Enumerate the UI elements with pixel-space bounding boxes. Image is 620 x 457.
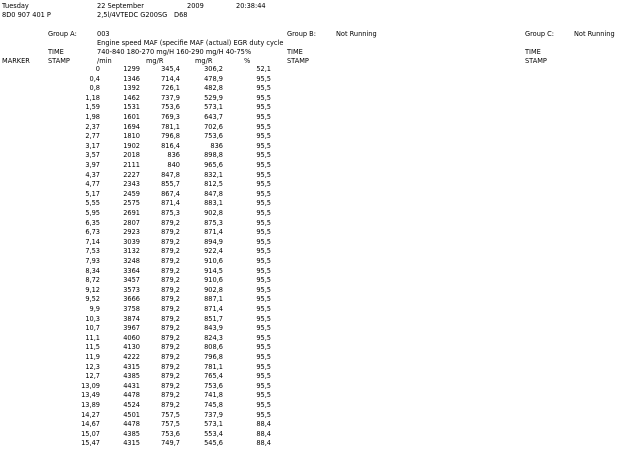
engine-speed-cell: 2923 bbox=[123, 228, 140, 237]
date-label: 22 September bbox=[97, 2, 144, 10]
maf-specified-cell: 753,6 bbox=[161, 103, 180, 112]
maf-specified-cell: 855,7 bbox=[161, 180, 180, 189]
egr-duty-cell: 88,4 bbox=[256, 420, 271, 429]
engine-speed-cell: 3248 bbox=[123, 257, 140, 265]
maf-specified-cell: 879,2 bbox=[161, 266, 180, 275]
egr-duty-cell: 95,5 bbox=[256, 228, 271, 237]
engine-speed-cell: 1810 bbox=[123, 132, 140, 141]
maf-specified-cell: 757,5 bbox=[161, 410, 180, 419]
table-row bbox=[0, 334, 620, 342]
egr-duty-cell: 95,5 bbox=[256, 295, 271, 304]
table-row bbox=[0, 372, 620, 380]
time-stamp-cell: 10,3 bbox=[85, 314, 100, 323]
group-b-value: Not Running bbox=[336, 30, 377, 38]
maf-specified-cell: 879,2 bbox=[161, 343, 180, 352]
table-row bbox=[0, 199, 620, 207]
egr-duty-cell: 95,5 bbox=[256, 314, 271, 323]
engine-speed-cell: 4222 bbox=[123, 353, 140, 361]
time-stamp-cell: 6,73 bbox=[85, 228, 100, 237]
egr-duty-cell: 95,5 bbox=[256, 170, 271, 179]
maf-specified-cell: 879,2 bbox=[161, 276, 180, 285]
maf-specified-cell: 879,2 bbox=[161, 391, 180, 400]
maf-actual-cell: 847,8 bbox=[204, 189, 223, 198]
engine-speed-cell: 4385 bbox=[123, 429, 140, 438]
engine-speed-cell: 1531 bbox=[123, 103, 140, 112]
maf-actual-cell: 796,8 bbox=[204, 353, 223, 361]
group-b-stamp-header: STAMP bbox=[287, 57, 309, 65]
table-row bbox=[0, 228, 620, 236]
engine-code: 2,5l/4VTEDC G200SG bbox=[97, 11, 168, 19]
time-stamp-cell: 3,57 bbox=[85, 151, 100, 160]
maf-specified-cell: 871,4 bbox=[161, 199, 180, 208]
egr-duty-cell: 95,5 bbox=[256, 74, 271, 83]
maf-specified-cell: 879,2 bbox=[161, 353, 180, 361]
maf-actual-cell: 910,6 bbox=[204, 257, 223, 265]
table-row bbox=[0, 180, 620, 188]
time-stamp-cell: 1,98 bbox=[85, 113, 100, 121]
table-row bbox=[0, 324, 620, 332]
egr-duty-cell: 95,5 bbox=[256, 84, 271, 93]
maf-actual-cell: 910,6 bbox=[204, 276, 223, 285]
egr-duty-cell: 95,5 bbox=[256, 343, 271, 352]
egr-duty-cell: 95,5 bbox=[256, 237, 271, 246]
maf-actual-cell: 573,1 bbox=[204, 420, 223, 429]
maf-actual-cell: 781,1 bbox=[204, 362, 223, 371]
engine-speed-cell: 4315 bbox=[123, 439, 140, 448]
engine-speed-cell: 4385 bbox=[123, 372, 140, 381]
maf-specified-cell: 867,4 bbox=[161, 189, 180, 198]
maf-actual-cell: 553,4 bbox=[204, 429, 223, 438]
table-row bbox=[0, 295, 620, 303]
engine-speed-cell: 1694 bbox=[123, 122, 140, 131]
egr-duty-cell: 95,5 bbox=[256, 410, 271, 419]
engine-speed-cell: 3039 bbox=[123, 237, 140, 246]
engine-speed-cell: 4524 bbox=[123, 401, 140, 409]
maf-specified-cell: 847,8 bbox=[161, 170, 180, 179]
maf-actual-cell: 745,8 bbox=[204, 401, 223, 409]
time-label: 20:38:44 bbox=[236, 2, 266, 10]
time-stamp-cell: 12,3 bbox=[85, 362, 100, 371]
engine-speed-cell: 4501 bbox=[123, 410, 140, 419]
engine-speed-cell: 4130 bbox=[123, 343, 140, 352]
maf-actual-cell: 478,9 bbox=[204, 74, 223, 83]
egr-duty-cell: 95,5 bbox=[256, 401, 271, 409]
maf-actual-cell: 836 bbox=[210, 141, 223, 150]
table-row bbox=[0, 209, 620, 217]
group-c-label: Group C: bbox=[525, 30, 554, 38]
table-row bbox=[0, 161, 620, 169]
egr-duty-cell: 95,5 bbox=[256, 209, 271, 217]
table-row bbox=[0, 439, 620, 447]
group-c-time-header: TIME bbox=[525, 48, 541, 56]
table-row bbox=[0, 94, 620, 102]
maf-actual-cell: 871,4 bbox=[204, 228, 223, 237]
maf-specified-cell: 737,9 bbox=[161, 93, 180, 102]
table-row bbox=[0, 65, 620, 73]
time-stamp-cell: 9,9 bbox=[89, 305, 100, 313]
table-row bbox=[0, 305, 620, 313]
group-b-label: Group B: bbox=[287, 30, 316, 38]
maf-actual-cell: 902,8 bbox=[204, 209, 223, 217]
time-stamp-cell: 1,59 bbox=[85, 103, 100, 112]
time-stamp-cell: 5,55 bbox=[85, 199, 100, 208]
maf-actual-cell: 894,9 bbox=[204, 237, 223, 246]
time-stamp-cell: 10,7 bbox=[85, 324, 100, 333]
table-row bbox=[0, 123, 620, 131]
engine-speed-cell: 1299 bbox=[123, 65, 140, 73]
maf-specified-cell: 879,2 bbox=[161, 314, 180, 323]
maf-specified-cell: 879,2 bbox=[161, 257, 180, 265]
egr-duty-cell: 95,5 bbox=[256, 122, 271, 131]
maf-actual-cell: 808,6 bbox=[204, 343, 223, 352]
maf-actual-cell: 843,9 bbox=[204, 324, 223, 333]
time-stamp-cell: 4,37 bbox=[85, 170, 100, 179]
coding-label: D68 bbox=[174, 11, 188, 19]
maf-actual-cell: 737,9 bbox=[204, 410, 223, 419]
engine-speed-cell: 4478 bbox=[123, 391, 140, 400]
maf-actual-unit: mg/R bbox=[195, 57, 213, 65]
maf-actual-cell: 898,8 bbox=[204, 151, 223, 160]
day-label: Tuesday bbox=[2, 2, 29, 10]
group-a-value: 003 bbox=[97, 30, 110, 38]
maf-specified-cell: 840 bbox=[167, 161, 180, 169]
maf-specified-cell: 875,3 bbox=[161, 209, 180, 217]
table-row bbox=[0, 315, 620, 323]
maf-actual-cell: 871,4 bbox=[204, 305, 223, 313]
time-stamp-cell: 14,67 bbox=[81, 420, 100, 429]
engine-speed-cell: 4060 bbox=[123, 333, 140, 342]
maf-actual-cell: 482,8 bbox=[204, 84, 223, 93]
maf-actual-cell: 812,5 bbox=[204, 180, 223, 189]
maf-specified-cell: 879,2 bbox=[161, 295, 180, 304]
engine-speed-cell: 3457 bbox=[123, 276, 140, 285]
table-row bbox=[0, 84, 620, 92]
table-row bbox=[0, 420, 620, 428]
table-row bbox=[0, 238, 620, 246]
maf-actual-cell: 753,6 bbox=[204, 132, 223, 141]
time-stamp-cell: 9,12 bbox=[85, 285, 100, 294]
table-row bbox=[0, 382, 620, 390]
maf-specified-cell: 879,2 bbox=[161, 237, 180, 246]
egr-duty-cell: 95,5 bbox=[256, 93, 271, 102]
time-stamp-cell: 5,17 bbox=[85, 189, 100, 198]
time-stamp-cell: 2,37 bbox=[85, 122, 100, 131]
table-row bbox=[0, 401, 620, 409]
maf-specified-cell: 879,2 bbox=[161, 324, 180, 333]
egr-duty-cell: 95,5 bbox=[256, 103, 271, 112]
engine-speed-cell: 4431 bbox=[123, 381, 140, 390]
table-row bbox=[0, 267, 620, 275]
engine-speed-cell: 2343 bbox=[123, 180, 140, 189]
time-stamp-cell: 12,7 bbox=[85, 372, 100, 381]
maf-actual-cell: 765,4 bbox=[204, 372, 223, 381]
maf-actual-cell: 883,1 bbox=[204, 199, 223, 208]
egr-duty-cell: 95,5 bbox=[256, 276, 271, 285]
egr-duty-cell: 95,5 bbox=[256, 151, 271, 160]
maf-specified-cell: 879,2 bbox=[161, 247, 180, 256]
egr-duty-cell: 95,5 bbox=[256, 285, 271, 294]
table-row bbox=[0, 353, 620, 361]
table-row bbox=[0, 113, 620, 121]
egr-duty-cell: 95,5 bbox=[256, 141, 271, 150]
time-stamp-cell: 7,14 bbox=[85, 237, 100, 246]
time-stamp-cell: 11,1 bbox=[85, 333, 100, 342]
table-row bbox=[0, 171, 620, 179]
maf-actual-cell: 824,3 bbox=[204, 333, 223, 342]
table-row bbox=[0, 190, 620, 198]
time-stamp-cell: 15,07 bbox=[81, 429, 100, 438]
engine-speed-unit: /min bbox=[97, 57, 112, 65]
time-stamp-cell: 13,09 bbox=[81, 381, 100, 390]
maf-specified-cell: 879,2 bbox=[161, 228, 180, 237]
maf-specified-unit: mg/R bbox=[146, 57, 164, 65]
egr-duty-cell: 95,5 bbox=[256, 353, 271, 361]
maf-specified-cell: 879,2 bbox=[161, 305, 180, 313]
engine-speed-cell: 2111 bbox=[123, 161, 140, 169]
time-stamp-cell: 3,17 bbox=[85, 141, 100, 150]
stamp-column-header: STAMP bbox=[48, 57, 70, 65]
egr-duty-cell: 95,5 bbox=[256, 161, 271, 169]
maf-specified-cell: 757,5 bbox=[161, 420, 180, 429]
maf-actual-cell: 875,3 bbox=[204, 218, 223, 227]
egr-duty-cell: 95,5 bbox=[256, 199, 271, 208]
table-row bbox=[0, 430, 620, 438]
egr-duty-cell: 95,5 bbox=[256, 333, 271, 342]
egr-duty-cell: 95,5 bbox=[256, 189, 271, 198]
egr-duty-cell: 95,5 bbox=[256, 305, 271, 313]
maf-actual-cell: 306,2 bbox=[204, 65, 223, 73]
maf-actual-cell: 753,6 bbox=[204, 381, 223, 390]
maf-actual-cell: 545,6 bbox=[204, 439, 223, 448]
table-row bbox=[0, 411, 620, 419]
maf-specified-cell: 726,1 bbox=[161, 84, 180, 93]
engine-speed-cell: 1601 bbox=[123, 113, 140, 121]
maf-specified-cell: 749,7 bbox=[161, 439, 180, 448]
table-row bbox=[0, 132, 620, 140]
egr-duty-cell: 95,5 bbox=[256, 247, 271, 256]
time-stamp-cell: 11,9 bbox=[85, 353, 100, 361]
group-a-label: Group A: bbox=[48, 30, 77, 38]
maf-actual-cell: 529,9 bbox=[204, 93, 223, 102]
maf-actual-cell: 573,1 bbox=[204, 103, 223, 112]
time-stamp-cell: 8,34 bbox=[85, 266, 100, 275]
time-stamp-cell: 0,8 bbox=[89, 84, 100, 93]
maf-actual-cell: 851,7 bbox=[204, 314, 223, 323]
maf-specified-cell: 769,3 bbox=[161, 113, 180, 121]
engine-speed-cell: 2459 bbox=[123, 189, 140, 198]
engine-speed-cell: 4478 bbox=[123, 420, 140, 429]
maf-actual-cell: 914,5 bbox=[204, 266, 223, 275]
egr-duty-cell: 95,5 bbox=[256, 132, 271, 141]
maf-specified-cell: 879,2 bbox=[161, 401, 180, 409]
group-c-value: Not Running bbox=[574, 30, 615, 38]
time-stamp-cell: 8,72 bbox=[85, 276, 100, 285]
group-a-spec-line: 740-840 180-270 mg/H 160-290 mg/H 40-75% bbox=[97, 48, 252, 56]
table-row bbox=[0, 363, 620, 371]
engine-speed-cell: 3573 bbox=[123, 285, 140, 294]
table-row bbox=[0, 276, 620, 284]
maf-actual-cell: 832,1 bbox=[204, 170, 223, 179]
maf-specified-cell: 714,4 bbox=[161, 74, 180, 83]
engine-speed-cell: 1392 bbox=[123, 84, 140, 93]
time-stamp-cell: 7,53 bbox=[85, 247, 100, 256]
egr-unit: % bbox=[244, 57, 251, 65]
engine-speed-cell: 1462 bbox=[123, 93, 140, 102]
time-stamp-cell: 13,89 bbox=[81, 401, 100, 409]
egr-duty-cell: 95,5 bbox=[256, 324, 271, 333]
table-row bbox=[0, 247, 620, 255]
table-row bbox=[0, 391, 620, 399]
engine-speed-cell: 3132 bbox=[123, 247, 140, 256]
maf-specified-cell: 345,4 bbox=[161, 65, 180, 73]
engine-speed-cell: 2691 bbox=[123, 209, 140, 217]
maf-actual-cell: 922,4 bbox=[204, 247, 223, 256]
engine-speed-cell: 3666 bbox=[123, 295, 140, 304]
engine-speed-cell: 3874 bbox=[123, 314, 140, 323]
group-c-stamp-header: STAMP bbox=[525, 57, 547, 65]
egr-duty-cell: 95,5 bbox=[256, 257, 271, 265]
engine-speed-cell: 2018 bbox=[123, 151, 140, 160]
time-stamp-cell: 0,4 bbox=[89, 74, 100, 83]
egr-duty-cell: 95,5 bbox=[256, 372, 271, 381]
time-column-header: TIME bbox=[48, 48, 64, 56]
table-row bbox=[0, 142, 620, 150]
engine-speed-cell: 3364 bbox=[123, 266, 140, 275]
egr-duty-cell: 95,5 bbox=[256, 113, 271, 121]
egr-duty-cell: 95,5 bbox=[256, 381, 271, 390]
table-row bbox=[0, 103, 620, 111]
time-stamp-cell: 7,93 bbox=[85, 257, 100, 265]
egr-duty-cell: 95,5 bbox=[256, 266, 271, 275]
table-row bbox=[0, 219, 620, 227]
time-stamp-cell: 2,77 bbox=[85, 132, 100, 141]
maf-actual-cell: 643,7 bbox=[204, 113, 223, 121]
egr-duty-cell: 95,5 bbox=[256, 180, 271, 189]
egr-duty-cell: 95,5 bbox=[256, 362, 271, 371]
engine-speed-cell: 3758 bbox=[123, 305, 140, 313]
maf-actual-cell: 965,6 bbox=[204, 161, 223, 169]
table-row bbox=[0, 257, 620, 265]
engine-speed-cell: 1346 bbox=[123, 74, 140, 83]
maf-specified-cell: 879,2 bbox=[161, 362, 180, 371]
group-b-time-header: TIME bbox=[287, 48, 303, 56]
marker-column-header: MARKER bbox=[2, 57, 30, 65]
time-stamp-cell: 15,47 bbox=[81, 439, 100, 448]
table-row bbox=[0, 343, 620, 351]
time-stamp-cell: 4,77 bbox=[85, 180, 100, 189]
time-stamp-cell: 5,95 bbox=[85, 209, 100, 217]
maf-actual-cell: 887,1 bbox=[204, 295, 223, 304]
engine-speed-cell: 2807 bbox=[123, 218, 140, 227]
time-stamp-cell: 14,27 bbox=[81, 410, 100, 419]
egr-duty-cell: 52,1 bbox=[256, 65, 271, 73]
engine-speed-cell: 2575 bbox=[123, 199, 140, 208]
maf-specified-cell: 796,8 bbox=[161, 132, 180, 141]
time-stamp-cell: 0 bbox=[95, 65, 100, 73]
year-label: 2009 bbox=[187, 2, 204, 10]
time-stamp-cell: 1,18 bbox=[85, 93, 100, 102]
maf-specified-cell: 781,1 bbox=[161, 122, 180, 131]
maf-specified-cell: 753,6 bbox=[161, 429, 180, 438]
part-number: 8D0 907 401 P bbox=[2, 11, 51, 19]
engine-speed-cell: 1902 bbox=[123, 141, 140, 150]
table-row bbox=[0, 286, 620, 294]
engine-speed-cell: 4315 bbox=[123, 362, 140, 371]
egr-duty-cell: 95,5 bbox=[256, 391, 271, 400]
engine-speed-cell: 2227 bbox=[123, 170, 140, 179]
table-row bbox=[0, 75, 620, 83]
maf-specified-cell: 816,4 bbox=[161, 141, 180, 150]
maf-specified-cell: 879,2 bbox=[161, 381, 180, 390]
time-stamp-cell: 13,49 bbox=[81, 391, 100, 400]
time-stamp-cell: 6,35 bbox=[85, 218, 100, 227]
table-row bbox=[0, 151, 620, 159]
maf-specified-cell: 879,2 bbox=[161, 372, 180, 381]
time-stamp-cell: 9,52 bbox=[85, 295, 100, 304]
time-stamp-cell: 11,5 bbox=[85, 343, 100, 352]
maf-specified-cell: 879,2 bbox=[161, 285, 180, 294]
maf-specified-cell: 879,2 bbox=[161, 218, 180, 227]
egr-duty-cell: 88,4 bbox=[256, 429, 271, 438]
egr-duty-cell: 88,4 bbox=[256, 439, 271, 448]
egr-duty-cell: 95,5 bbox=[256, 218, 271, 227]
maf-specified-cell: 879,2 bbox=[161, 333, 180, 342]
engine-speed-cell: 3967 bbox=[123, 324, 140, 333]
time-stamp-cell: 3,97 bbox=[85, 161, 100, 169]
maf-actual-cell: 741,8 bbox=[204, 391, 223, 400]
group-a-column-titles: Engine speed MAF (specifie MAF (actual) EGR duty cycle bbox=[97, 39, 284, 47]
maf-actual-cell: 702,6 bbox=[204, 122, 223, 131]
maf-actual-cell: 902,8 bbox=[204, 285, 223, 294]
maf-specified-cell: 836 bbox=[167, 151, 180, 160]
